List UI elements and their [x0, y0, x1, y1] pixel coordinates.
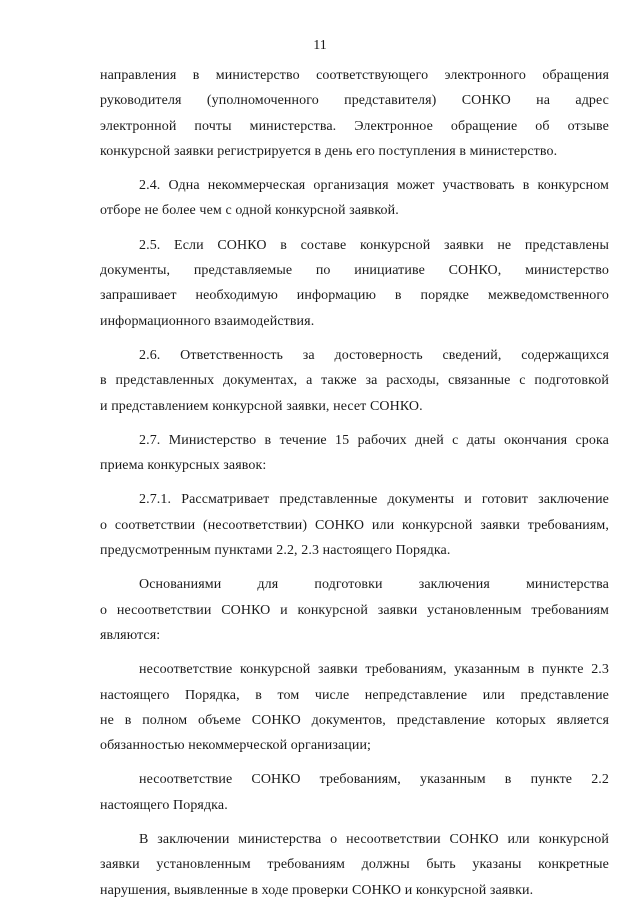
text-line: информационного взаимодействия. — [100, 313, 315, 329]
text-line: несоответствие СОНКО требованиям, указанным в пункте 2.2 — [139, 772, 609, 788]
text-line: заявки установленным требованиям должны быть указаны конкретные — [100, 857, 609, 873]
paragraph — [100, 428, 609, 479]
text-line: конкурсной заявки регистрируется в день его поступления в министерство. — [100, 143, 558, 159]
text-line: 2.5. Если СОНКО в составе конкурсной заявки не представлены — [139, 237, 609, 253]
text-line: о несоответствии СОНКО и конкурсной заявки установленным требованиям — [100, 602, 609, 618]
text-line: электронной почты министерства. Электронное обращение об отзыве — [100, 118, 609, 134]
paragraph — [100, 572, 609, 648]
text-line: 2.7. Министерство в течение 15 рабочих дней с даты окончания срока — [139, 432, 609, 448]
text-line: настоящего Порядка, в том числе непредставление или представление — [100, 687, 609, 703]
text-line: о соответствии (несоответствии) СОНКО или конкурсной заявки требованиям, — [100, 517, 609, 533]
text-line: настоящего Порядка. — [100, 797, 228, 813]
text-line: 2.6. Ответственность за достоверность сведений, содержащихся — [139, 347, 609, 363]
paragraph — [100, 767, 609, 818]
text-line: отборе не более чем с одной конкурсной заявкой. — [100, 203, 399, 219]
paragraph — [100, 233, 609, 334]
document-body — [100, 63, 609, 912]
text-line: предусмотренным пунктами 2.2, 2.3 настоящего Порядка. — [100, 543, 451, 559]
paragraph — [100, 173, 609, 224]
text-line: обязанностью некоммерческой организации; — [100, 738, 372, 754]
text-line: документы, представляемые по инициативе СОНКО, министерство — [100, 263, 609, 279]
paragraph — [100, 487, 609, 563]
text-line: 2.7.1. Рассматривает представленные документы и готовит заключение — [139, 492, 609, 508]
text-line: являются: — [100, 627, 161, 643]
text-line: запрашивает необходимую информацию в порядке межведомственного — [100, 288, 609, 304]
paragraph — [100, 63, 609, 164]
text-line: В заключении министерства о несоответствии СОНКО или конкурсной — [139, 832, 609, 848]
text-line: Основаниями для подготовки заключения министерства — [139, 577, 609, 593]
paragraph — [100, 657, 609, 758]
paragraph — [100, 343, 609, 419]
text-line: руководителя (уполномоченного представителя) СОНКО на адрес — [100, 93, 609, 109]
text-line: направления в министерство соответствующего электронного обращения — [100, 68, 609, 83]
text-line: не в полном объеме СОНКО документов, представление которых является — [100, 712, 609, 728]
text-line: 2.4. Одна некоммерческая организация может участвовать в конкурсном — [139, 178, 609, 194]
text-line: в представленных документах, а также за расходы, связанные с подготовкой — [100, 373, 609, 389]
paragraph — [100, 827, 609, 903]
text-line: и представлением конкурсной заявки, несет СОНКО. — [100, 398, 423, 414]
text-line: приема конкурсных заявок: — [100, 458, 267, 474]
text-line: нарушения, выявленные в ходе проверки СОНКО и конкурсной заявки. — [100, 882, 534, 898]
text-line: несоответствие конкурсной заявки требованиям, указанным в пункте 2.3 — [139, 662, 609, 678]
page-number: 11 — [313, 38, 327, 53]
